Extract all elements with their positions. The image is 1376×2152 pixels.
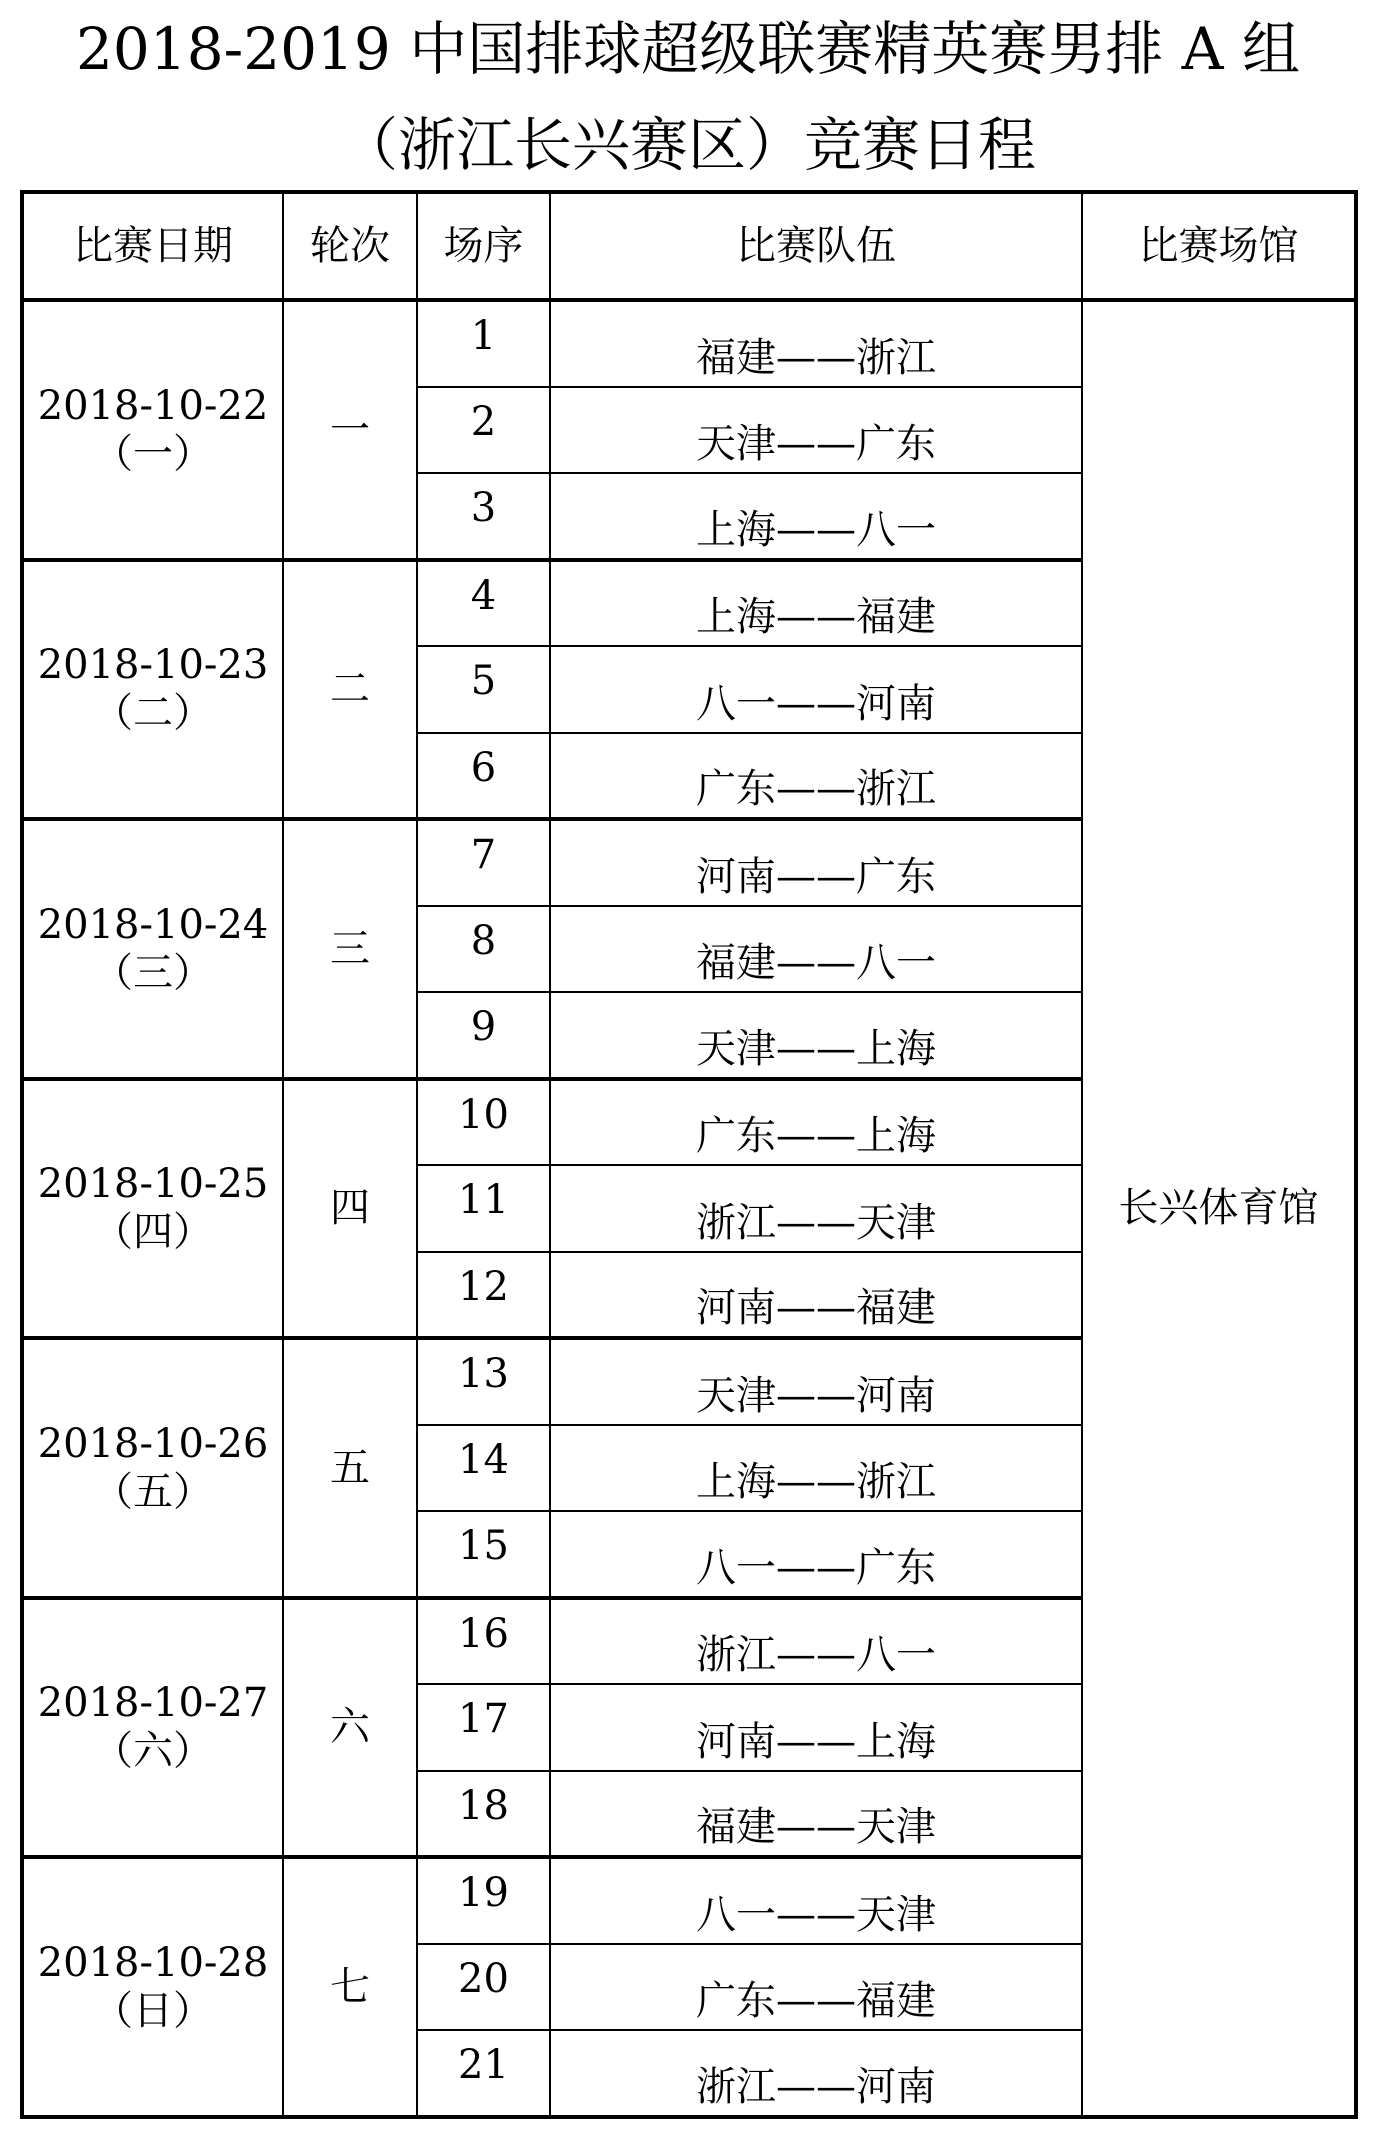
match-number: 3 [417,473,550,560]
match-teams: 天津——上海 [550,992,1082,1079]
match-number: 6 [417,733,550,820]
date-value: 2018-10-26 [37,1420,269,1467]
match-teams: 天津——河南 [550,1338,1082,1425]
match-number: 11 [417,1165,550,1252]
date-value: 2018-10-27 [37,1680,269,1727]
match-number: 8 [417,906,550,993]
match-number: 16 [417,1598,550,1685]
date-value: 2018-10-28 [37,1939,269,1986]
date-cell [22,300,283,560]
match-teams: 八一——天津 [550,1857,1082,1944]
header-row [22,192,1356,300]
weekday-value: （三） [93,949,213,996]
match-teams: 上海——浙江 [550,1425,1082,1512]
weekday-value: （六） [93,1728,213,1775]
header-teams: 比赛队伍 [550,192,1082,300]
date-cell [22,819,283,1079]
match-teams: 广东——浙江 [550,733,1082,820]
date-value: 2018-10-24 [37,901,269,948]
match-number: 13 [417,1338,550,1425]
match-number: 17 [417,1684,550,1771]
date-cell [22,1079,283,1339]
match-teams: 浙江——河南 [550,2030,1082,2117]
schedule-table [20,190,1358,2119]
weekday-value: （日） [93,1987,213,2034]
match-number: 19 [417,1857,550,1944]
venue-cell: 长兴体育馆 [1082,300,1356,2117]
match-teams: 八一——河南 [550,646,1082,733]
match-teams: 河南——福建 [550,1252,1082,1339]
round-cell: 一 [283,300,417,560]
date-value: 2018-10-22 [37,382,269,429]
match-number: 14 [417,1425,550,1512]
match-teams: 八一——广东 [550,1511,1082,1598]
match-number: 12 [417,1252,550,1339]
header-venue: 比赛场馆 [1082,192,1356,300]
match-teams: 福建——浙江 [550,300,1082,387]
match-teams: 河南——上海 [550,1684,1082,1771]
header-date: 比赛日期 [22,192,283,300]
match-number: 4 [417,560,550,647]
header-round: 轮次 [283,192,417,300]
match-number: 10 [417,1079,550,1166]
match-teams: 上海——八一 [550,473,1082,560]
match-number: 5 [417,646,550,733]
match-row [22,300,1356,387]
header-match-no: 场序 [417,192,550,300]
match-number: 2 [417,387,550,474]
round-cell: 三 [283,819,417,1079]
weekday-value: （一） [93,430,213,477]
match-teams: 上海——福建 [550,560,1082,647]
match-teams: 浙江——天津 [550,1165,1082,1252]
round-cell: 四 [283,1079,417,1339]
weekday-value: （四） [93,1209,213,1256]
match-number: 20 [417,1944,550,2031]
match-number: 7 [417,819,550,906]
round-cell: 二 [283,560,417,820]
match-number: 1 [417,300,550,387]
match-teams: 浙江——八一 [550,1598,1082,1685]
round-cell: 七 [283,1857,417,2117]
match-teams: 福建——天津 [550,1771,1082,1858]
date-cell [22,1598,283,1858]
document-subtitle: （浙江长兴赛区）竞赛日程 [339,111,1036,179]
weekday-value: （五） [93,1468,213,1515]
round-cell: 六 [283,1598,417,1858]
match-teams: 广东——福建 [550,1944,1082,2031]
match-number: 9 [417,992,550,1079]
date-value: 2018-10-25 [37,1161,269,1208]
date-cell [22,1857,283,2117]
match-number: 21 [417,2030,550,2117]
document-title: 2018-2019 中国排球超级联赛精英赛男排 A 组 [75,15,1300,83]
weekday-value: （二） [93,690,213,737]
match-teams: 天津——广东 [550,387,1082,474]
date-value: 2018-10-23 [37,642,269,689]
round-cell: 五 [283,1338,417,1598]
match-teams: 福建——八一 [550,906,1082,993]
match-teams: 河南——广东 [550,819,1082,906]
match-teams: 广东——上海 [550,1079,1082,1166]
match-number: 15 [417,1511,550,1598]
match-number: 18 [417,1771,550,1858]
date-cell [22,560,283,820]
date-cell [22,1338,283,1598]
schedule-body [22,192,1356,2117]
